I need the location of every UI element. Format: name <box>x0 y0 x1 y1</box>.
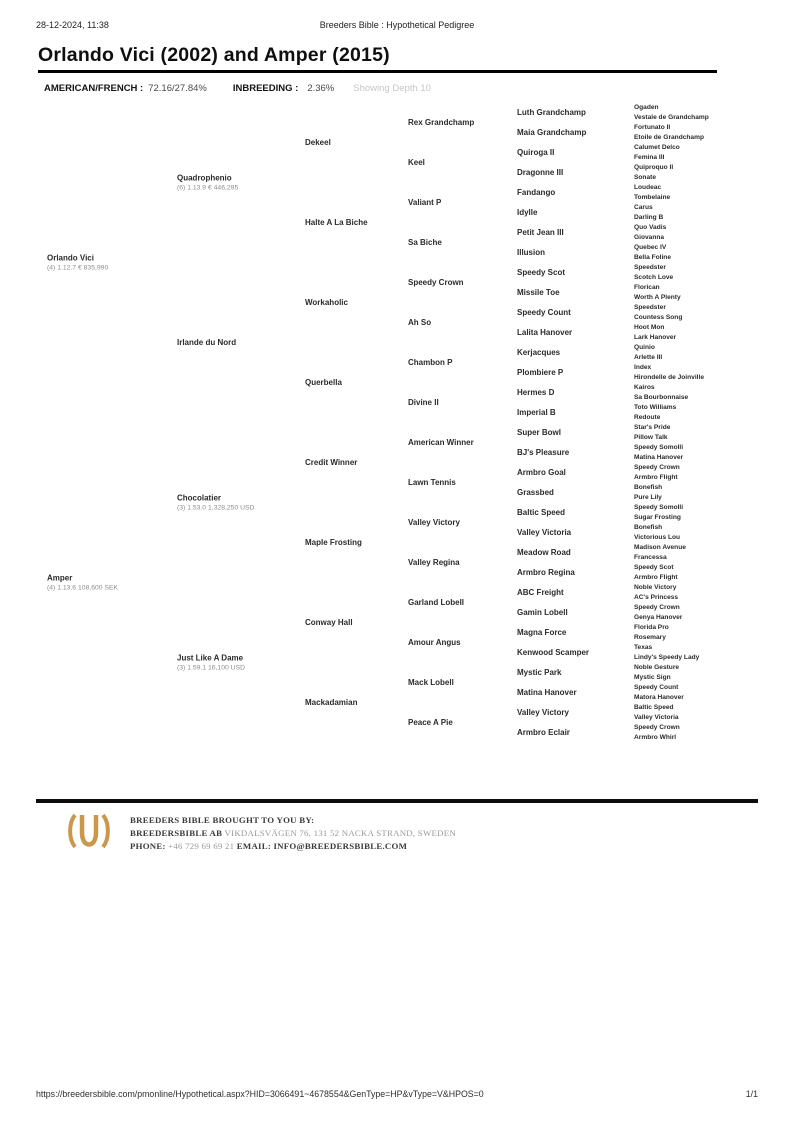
horse-name: Ah So <box>408 317 432 327</box>
horse-name: Valley Victory <box>517 707 569 717</box>
pedigree-entry <box>305 698 405 708</box>
horse-name: Quo Vadis <box>634 223 667 231</box>
horse-name: Redoute <box>634 413 661 421</box>
horse-name: AC's Princess <box>634 593 679 601</box>
pedigree-entry <box>517 368 631 378</box>
horse-name: Armbro Goal <box>517 467 566 477</box>
pedigree-entry <box>634 133 790 143</box>
document-title: Breeders Bible : Hypothetical Pedigree <box>319 20 475 30</box>
footer-line-contact <box>130 840 456 853</box>
pedigree-entry <box>408 278 515 288</box>
horse-name: Conway Hall <box>305 617 353 627</box>
pedigree-entry <box>517 708 631 718</box>
pedigree-entry <box>177 493 303 512</box>
pedigree-entry <box>634 493 790 503</box>
pedigree-entry <box>305 618 405 628</box>
horse-name: Vestale de Grandchamp <box>634 113 709 121</box>
pedigree-entry <box>517 188 631 198</box>
horse-name: Lawn Tennis <box>408 477 456 487</box>
horse-name: Divine II <box>408 397 439 407</box>
pedigree-entry <box>634 603 790 613</box>
pedigree-entry <box>305 138 405 148</box>
horse-name: Noble Gesture <box>634 663 680 671</box>
pedigree-entry <box>634 143 790 153</box>
horse-name: Hirondelle de Joinville <box>634 373 704 381</box>
pedigree-entry <box>634 173 790 183</box>
horse-name: Scotch Love <box>634 273 674 281</box>
horse-name: Irlande du Nord <box>177 337 237 347</box>
horse-name: Speedy Scot <box>634 563 674 571</box>
pedigree-entry <box>517 548 631 558</box>
horse-name: Maple Frosting <box>305 537 362 547</box>
email-label: EMAIL: <box>236 841 272 851</box>
horse-name: Valley Victory <box>408 517 460 527</box>
horse-name: Giovanna <box>634 233 665 241</box>
horse-name: Hermes D <box>517 387 555 397</box>
pedigree-entry <box>634 423 790 433</box>
horse-name: Sonate <box>634 173 656 181</box>
email-address[interactable]: INFO@BREEDERSBIBLE.COM <box>273 841 408 851</box>
horse-name: Noble Victory <box>634 583 677 591</box>
horse-name: Idylle <box>517 207 538 217</box>
horse-name: Missile Toe <box>517 287 560 297</box>
horse-name: Loudeac <box>634 183 662 191</box>
phone-number: +46 729 69 69 21 <box>168 841 235 851</box>
horse-name: Chambon P <box>408 357 453 367</box>
pedigree-entry <box>634 283 790 293</box>
pedigree-entry <box>408 158 515 168</box>
pedigree-entry <box>634 263 790 273</box>
breedersbible-logo-icon <box>66 812 112 850</box>
horse-name: Index <box>634 363 652 371</box>
pedigree-entry <box>177 338 303 348</box>
pedigree-entry <box>634 723 790 733</box>
horse-name: Genya Hanover <box>634 613 683 621</box>
pedigree-entry <box>517 628 631 638</box>
horse-name: Bonefish <box>634 523 663 531</box>
pedigree-entry <box>634 203 790 213</box>
horse-name: Etoile de Grandchamp <box>634 133 704 141</box>
horse-name: Madison Avenue <box>634 543 686 551</box>
pedigree-entry <box>408 438 515 448</box>
pedigree-entry <box>408 598 515 608</box>
horse-name: Valiant P <box>408 197 442 207</box>
pedigree-entry <box>634 503 790 513</box>
horse-name: Sa Biche <box>408 237 442 247</box>
pedigree-entry <box>517 388 631 398</box>
horse-name: Grassbed <box>517 487 554 497</box>
horse-name: Kenwood Scamper <box>517 647 590 657</box>
pedigree-entry <box>517 428 631 438</box>
horse-name: Querbella <box>305 377 342 387</box>
horse-name: Imperial B <box>517 407 556 417</box>
horse-name: Tombelaine <box>634 193 671 201</box>
horse-name: Rex Grandchamp <box>408 117 475 127</box>
horse-name: Speedster <box>634 303 666 311</box>
pedigree-entry <box>305 218 405 228</box>
horse-name: Speedy Count <box>634 683 679 691</box>
horse-name: Quebec IV <box>634 243 667 251</box>
pedigree-entry <box>634 613 790 623</box>
horse-name: Florican <box>634 283 660 291</box>
pedigree-entry <box>408 558 515 568</box>
horse-name: Kairos <box>634 383 655 391</box>
horse-name: Illusion <box>517 247 545 257</box>
pedigree-entry <box>634 733 790 743</box>
pedigree-entry <box>634 343 790 353</box>
horse-name: Valley Regina <box>408 557 460 567</box>
pedigree-entry <box>634 413 790 423</box>
phone-label: PHONE: <box>130 841 166 851</box>
pedigree-entry <box>517 568 631 578</box>
pedigree-entry <box>634 273 790 283</box>
source-url: https://breedersbible.com/pmonline/Hypothetical.aspx?HID=3066491~4678554&GenType=HP&vType=V&HPOS=0 <box>36 1089 484 1099</box>
horse-name: Super Bowl <box>517 427 562 437</box>
pedigree-entry <box>634 213 790 223</box>
pedigree-entry <box>517 228 631 238</box>
pedigree-entry <box>634 573 790 583</box>
inbreeding-label: INBREEDING : <box>232 83 299 94</box>
pedigree-entry <box>634 303 790 313</box>
pedigree-entry <box>517 348 631 358</box>
pedigree-entry <box>517 448 631 458</box>
pedigree-entry <box>634 403 790 413</box>
pedigree-entry <box>408 358 515 368</box>
pedigree-entry <box>634 663 790 673</box>
horse-name: Rosemary <box>634 633 666 641</box>
horse-name: Mack Lobell <box>408 677 454 687</box>
pedigree-entry <box>634 443 790 453</box>
pedigree-entry <box>517 168 631 178</box>
pedigree-entry <box>305 458 405 468</box>
horse-name: Workaholic <box>305 297 348 307</box>
pedigree-entry <box>408 238 515 248</box>
footer-line-address <box>130 827 456 840</box>
horse-name: Dekeel <box>305 137 331 147</box>
pedigree-entry <box>634 163 790 173</box>
horse-name: Matina Hanover <box>517 687 577 697</box>
company-name: BREEDERSBIBLE AB <box>130 828 223 838</box>
page-title: Orlando Vici (2002) and Amper (2015) <box>38 44 390 66</box>
horse-name: Lindy's Speedy Lady <box>634 653 700 661</box>
pedigree-entry <box>634 233 790 243</box>
horse-name: Amour Angus <box>408 637 461 647</box>
print-datetime: 28-12-2024, 11:38 <box>36 20 109 30</box>
horse-name: Halte A La Biche <box>305 217 368 227</box>
horse-name: Magna Force <box>517 627 567 637</box>
footer-line-brought-by <box>130 814 456 827</box>
pedigree-entry <box>517 208 631 218</box>
horse-name: Armbro Eclair <box>517 727 570 737</box>
pedigree-entry <box>517 468 631 478</box>
pedigree-entry <box>517 488 631 498</box>
pedigree-entry <box>634 673 790 683</box>
horse-record: (4) 1.13.6 108,600 SEK <box>47 584 119 591</box>
pedigree-entry <box>634 353 790 363</box>
pedigree-entry <box>408 518 515 528</box>
horse-name: BJ's Pleasure <box>517 447 570 457</box>
pedigree-entry <box>634 523 790 533</box>
horse-name: Speedy Scot <box>517 267 566 277</box>
horse-name: American Winner <box>408 437 474 447</box>
horse-name: Matina Hanover <box>634 453 684 461</box>
horse-name: Amper <box>47 573 73 582</box>
horse-name: Plombiere P <box>517 367 564 377</box>
horse-name: Mystic Park <box>517 667 562 677</box>
pedigree-entry <box>634 153 790 163</box>
horse-name: Pure Lily <box>634 493 662 501</box>
depth-note: Showing Depth 10 <box>353 83 431 94</box>
pedigree-entry <box>634 693 790 703</box>
horse-name: Orlando Vici <box>47 253 94 262</box>
horse-record: (4) 1.12.7 € 835,990 <box>47 264 109 271</box>
pedigree-entry <box>305 538 405 548</box>
pedigree-entry <box>517 248 631 258</box>
pedigree-entry <box>634 363 790 373</box>
pedigree-entry <box>517 308 631 318</box>
pedigree-entry <box>634 713 790 723</box>
pedigree-entry <box>517 528 631 538</box>
pedigree-entry <box>517 268 631 278</box>
horse-name: Fandango <box>517 187 556 197</box>
horse-name: Armbro Flight <box>634 473 678 481</box>
pedigree-entry <box>634 583 790 593</box>
horse-name: Mystic Sign <box>634 673 671 681</box>
horse-name: Speedy Crown <box>408 277 464 287</box>
horse-name: Garland Lobell <box>408 597 465 607</box>
horse-name: Calumet Delco <box>634 143 680 151</box>
horse-name: Baltic Speed <box>517 507 566 517</box>
nationality-value: 72.16/27.84% <box>148 83 207 94</box>
horse-name: Meadow Road <box>517 547 571 557</box>
pedigree-entry <box>634 243 790 253</box>
pedigree-entry <box>517 128 631 138</box>
pedigree-entry <box>408 718 515 728</box>
pedigree-entry <box>177 173 303 192</box>
horse-name: Francessa <box>634 553 667 561</box>
horse-name: Quiproquo II <box>634 163 674 171</box>
horse-name: Speedy Crown <box>634 723 680 731</box>
horse-name: Florida Pro <box>634 623 669 631</box>
pedigree-entry <box>634 473 790 483</box>
horse-name: Lalita Hanover <box>517 327 573 337</box>
pedigree-entry <box>634 483 790 493</box>
pedigree-entry <box>47 573 173 592</box>
horse-name: Toto Williams <box>634 403 677 411</box>
pedigree-entry <box>408 638 515 648</box>
horse-name: Carus <box>634 203 653 211</box>
horse-name: Quiroga II <box>517 147 555 157</box>
pedigree-entry <box>634 463 790 473</box>
horse-name: ABC Freight <box>517 587 564 597</box>
horse-name: Matora Hanover <box>634 693 684 701</box>
horse-name: Petit Jean III <box>517 227 564 237</box>
horse-name: Countess Song <box>634 313 683 321</box>
pedigree-entry <box>634 373 790 383</box>
horse-name: Speedy Count <box>517 307 571 317</box>
horse-name: Peace A Pie <box>408 717 453 727</box>
horse-name: Chocolatier <box>177 493 222 502</box>
company-address: VIKDALSVÄGEN 76, 131 52 NACKA STRAND, SWEDEN <box>224 828 456 838</box>
horse-name: Mackadamian <box>305 697 358 707</box>
pedigree-entry <box>634 593 790 603</box>
horse-name: Sugar Frosting <box>634 513 681 521</box>
footer-divider <box>36 799 758 803</box>
page-number: 1/1 <box>745 1089 758 1099</box>
pedigree-entry <box>517 668 631 678</box>
horse-name: Speedy Crown <box>634 603 680 611</box>
pedigree-entry <box>634 383 790 393</box>
horse-name: Armbro Flight <box>634 573 678 581</box>
footer-contact-block <box>130 814 456 853</box>
horse-name: Hoot Mon <box>634 323 665 331</box>
horse-name: Ogaden <box>634 103 659 111</box>
pedigree-entry <box>517 648 631 658</box>
horse-name: Femina III <box>634 153 665 161</box>
pedigree-entry <box>517 508 631 518</box>
horse-name: Bella Foline <box>634 253 672 261</box>
pedigree-entry <box>634 623 790 633</box>
pedigree-entry <box>634 293 790 303</box>
horse-name: Sa Bourbonnaise <box>634 393 689 401</box>
pedigree-entry <box>517 408 631 418</box>
horse-name: Valley Victoria <box>634 713 679 721</box>
pedigree-entry <box>634 703 790 713</box>
inbreeding-value: 2.36% <box>307 83 335 94</box>
horse-name: Quadrophenio <box>177 173 232 182</box>
pedigree-entry <box>408 198 515 208</box>
horse-name: Victorious Lou <box>634 533 681 541</box>
horse-name: Maia Grandchamp <box>517 127 587 137</box>
horse-name: Speedy Somolli <box>634 503 684 511</box>
horse-name: Armbro Whirl <box>634 733 677 741</box>
pedigree-entry <box>177 653 303 672</box>
pedigree-entry <box>634 223 790 233</box>
pedigree-entry <box>517 328 631 338</box>
pedigree-entry <box>634 633 790 643</box>
pedigree-entry <box>634 453 790 463</box>
nationality-label: AMERICAN/FRENCH : <box>44 83 144 94</box>
horse-record: (3) 1.53.0 1,328,250 USD <box>177 504 255 511</box>
horse-name: Dragonne III <box>517 167 564 177</box>
pedigree-entry <box>634 563 790 573</box>
pedigree-entry <box>517 688 631 698</box>
horse-name: Fortunato II <box>634 123 671 131</box>
pedigree-entry <box>408 318 515 328</box>
horse-name: Credit Winner <box>305 457 358 467</box>
pedigree-entry <box>517 288 631 298</box>
horse-name: Texas <box>634 643 653 651</box>
pedigree-entry <box>634 123 790 133</box>
pedigree-entry <box>634 253 790 263</box>
pedigree-entry <box>634 103 790 113</box>
pedigree-entry <box>634 333 790 343</box>
horse-name: Lark Hanover <box>634 333 677 341</box>
horse-name: Speedy Crown <box>634 463 680 471</box>
horse-name: Darling B <box>634 213 664 221</box>
pedigree-entry <box>634 643 790 653</box>
horse-name: Quinio <box>634 343 655 351</box>
pedigree-entry <box>634 543 790 553</box>
pedigree-entry <box>634 113 790 123</box>
pedigree-entry <box>408 478 515 488</box>
horse-name: Gamin Lobell <box>517 607 568 617</box>
pedigree-entry <box>517 588 631 598</box>
pedigree-entry <box>634 513 790 523</box>
horse-record: (3) 1.59.1 16,100 USD <box>177 664 246 671</box>
horse-name: Valley Victoria <box>517 527 572 537</box>
horse-name: Speedster <box>634 263 666 271</box>
pedigree-entry <box>634 653 790 663</box>
pedigree-entry <box>408 118 515 128</box>
pedigree-entry <box>634 393 790 403</box>
horse-name: Kerjacques <box>517 347 561 357</box>
pedigree-entry <box>305 378 405 388</box>
pedigree-entry <box>517 728 631 738</box>
pedigree-entry <box>634 433 790 443</box>
horse-name: Baltic Speed <box>634 703 674 711</box>
horse-name: Pillow Talk <box>634 433 668 441</box>
horse-name: Worth A Plenty <box>634 293 681 301</box>
horse-name: Luth Grandchamp <box>517 107 586 117</box>
horse-name: Armbro Regina <box>517 567 575 577</box>
horse-record: (6) 1.13.9 € 446,295 <box>177 184 239 191</box>
pedigree-entry <box>634 533 790 543</box>
horse-name: Bonefish <box>634 483 663 491</box>
horse-name: Just Like A Dame <box>177 653 244 662</box>
pedigree-entry <box>517 108 631 118</box>
horse-name: Keel <box>408 157 425 167</box>
pedigree-entry <box>408 678 515 688</box>
pedigree-entry <box>517 148 631 158</box>
pedigree-entry <box>517 608 631 618</box>
pedigree-entry <box>634 553 790 563</box>
horse-name: Star's Pride <box>634 423 671 431</box>
pedigree-entry <box>634 183 790 193</box>
brought-by-text: BREEDERS BIBLE BROUGHT TO YOU BY: <box>130 815 315 825</box>
pedigree-entry <box>634 683 790 693</box>
pedigree-entry <box>634 193 790 203</box>
pedigree-entry <box>47 253 173 272</box>
pedigree-entry <box>408 398 515 408</box>
pedigree-entry <box>634 313 790 323</box>
pedigree-entry <box>305 298 405 308</box>
horse-name: Arlette III <box>634 353 663 361</box>
horse-name: Speedy Somolli <box>634 443 684 451</box>
pedigree-entry <box>634 323 790 333</box>
